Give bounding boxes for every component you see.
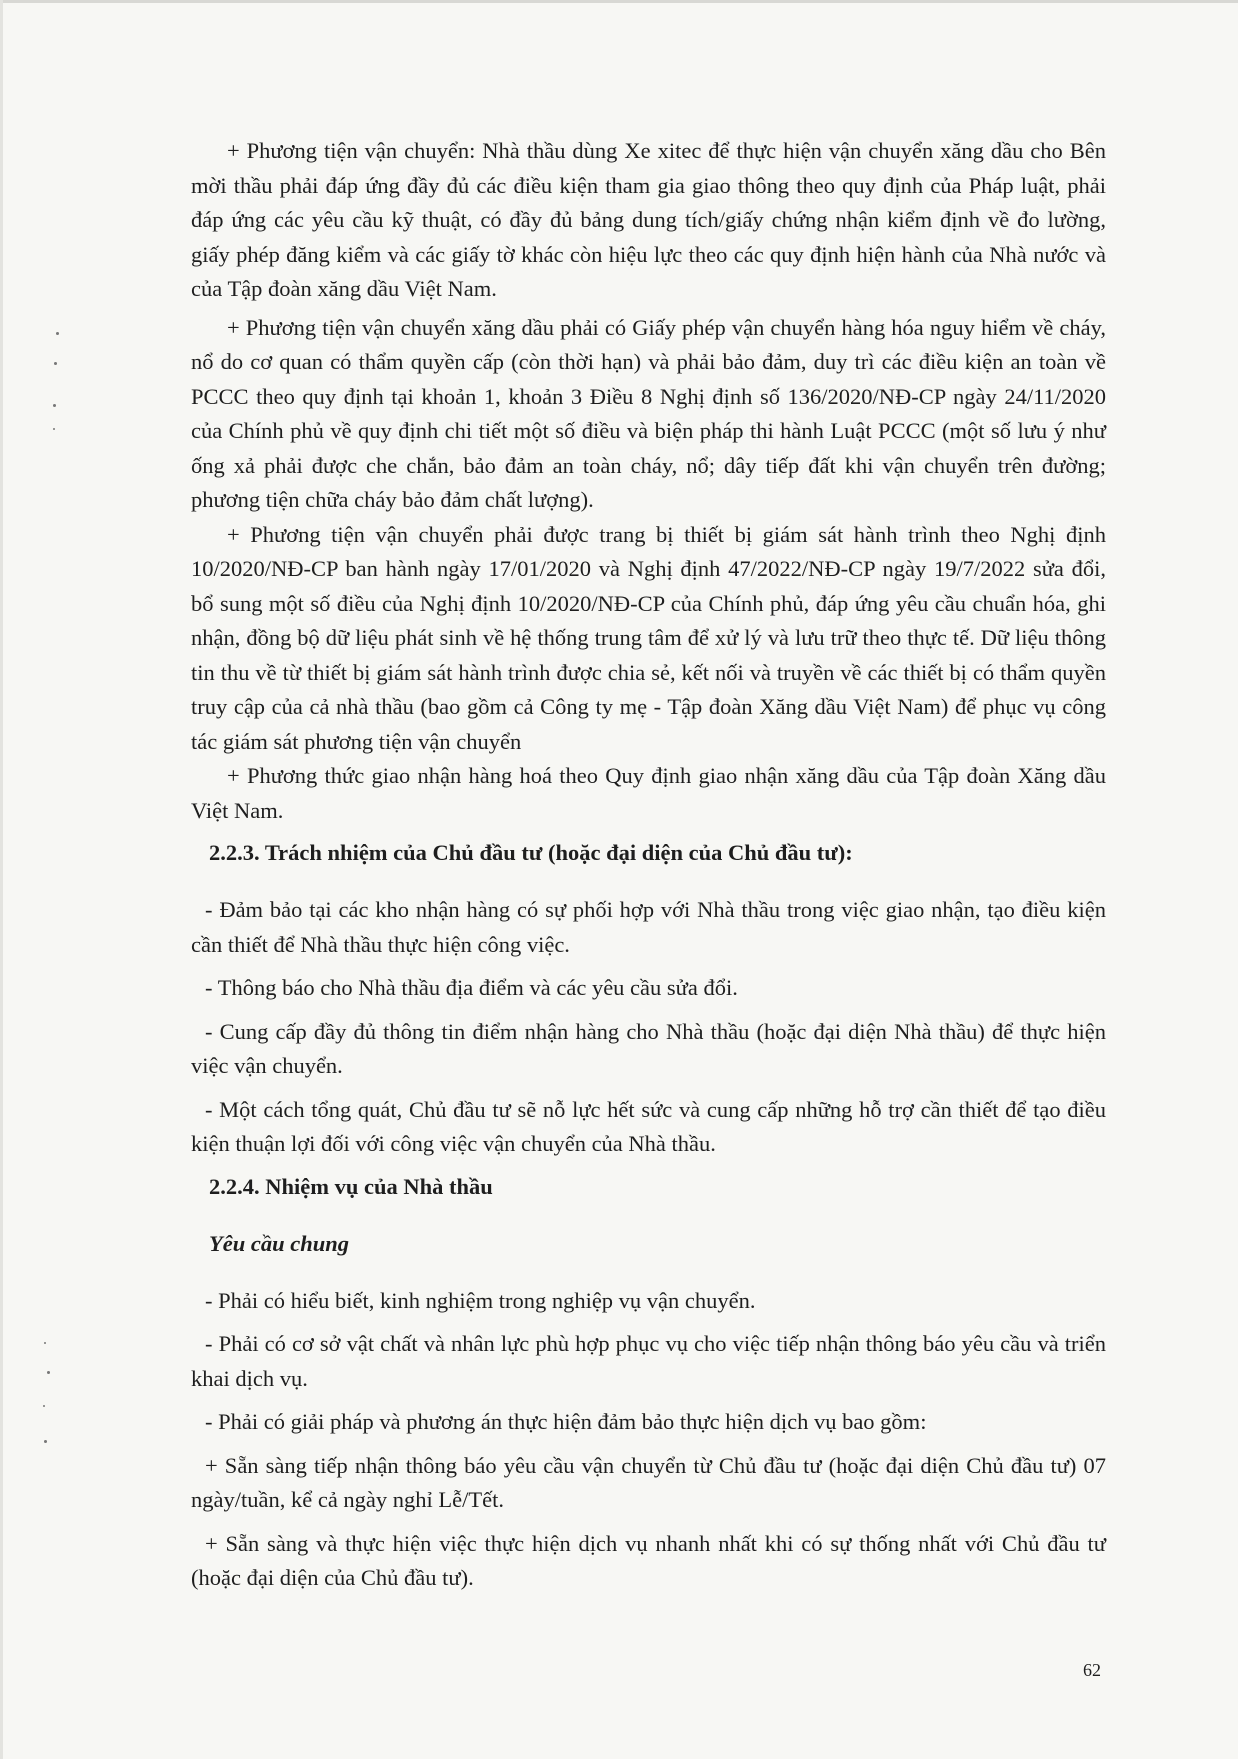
scan-speck <box>53 404 56 407</box>
scan-speck <box>43 1405 45 1407</box>
paragraph-delivery-method: + Phương thức giao nhận hàng hoá theo Quy định giao nhận xăng dầu của Tập đoàn Xăng dầu Việt Nam. <box>191 763 1106 823</box>
list-item: - Phải có giải pháp và phương án thực hiện đảm bảo thực hiện dịch vụ bao gồm: <box>205 1409 927 1434</box>
paragraph-hazardous-permit: + Phương tiện vận chuyển xăng dầu phải có Giấy phép vận chuyển hàng hóa nguy hiểm về cháy, nổ do cơ quan có thẩm quyền cấp (còn thời hạn) và phải bảo đảm, duy trì các điều kiện an toàn về PCCC theo quy định tại khoản 1, khoản 3 Điều 8 Nghị định số 136/2020/NĐ-CP ngày 24/11/2020 của Chính phủ về quy định chi tiết một số điều và biện pháp thi hành Luật PCCC (một số lưu ý như ống xả phải được che chắn, bảo đảm an toàn cháy, nổ; dây tiếp đất khi vận chuyển trên đường; phương tiện chữa cháy bảo đảm chất lượng). <box>191 314 1106 512</box>
subheading-general-requirements: Yêu cầu chung <box>209 1230 350 1256</box>
list-item: - Thông báo cho Nhà thầu địa điểm và các yêu cầu sửa đổi. <box>205 975 738 1000</box>
scan-speck <box>47 1371 50 1374</box>
list-item: + Sẵn sàng tiếp nhận thông báo yêu cầu vận chuyển từ Chủ đầu tư (hoặc đại diện Chủ đầu tư) 07 ngày/tuần, kể cả ngày nghỉ Lễ/Tết. <box>191 1452 1106 1512</box>
list-item: - Phải có hiểu biết, kinh nghiệm trong nghiệp vụ vận chuyển. <box>205 1287 756 1313</box>
list-item: - Một cách tổng quát, Chủ đầu tư sẽ nỗ lực hết sức và cung cấp những hỗ trợ cần thiết để tạo điều kiện thuận lợi đối với công việc vận chuyển của Nhà thầu. <box>191 1096 1106 1156</box>
page-number: 62 <box>1083 1660 1101 1680</box>
document-body <box>191 134 1106 1596</box>
list-item: - Đảm bảo tại các kho nhận hàng có sự phối hợp với Nhà thầu trong việc giao nhận, tạo điều kiện cần thiết để Nhà thầu thực hiện công việc. <box>191 897 1106 957</box>
scan-speck <box>56 332 59 335</box>
scan-speck <box>53 428 55 430</box>
paragraph-tracking-device: + Phương tiện vận chuyển phải được trang bị thiết bị giám sát hành trình theo Nghị định 10/2020/NĐ-CP ban hành ngày 17/01/2020 và Nghị định 47/2022/NĐ-CP ngày 19/7/2022 sửa đổi, bổ sung một số điều của Nghị định 10/2020/NĐ-CP của Chính phủ, đáp ứng yêu cầu chuẩn hóa, ghi nhận, đồng bộ dữ liệu phát sinh về hệ thống trung tâm để xử lý và lưu trữ theo thực tế. Dữ liệu thông tin thu về từ thiết bị giám sát hành trình được chia sẻ, kết nối và truyền về các thiết bị có thẩm quyền truy cập của cả nhà thầu (bao gồm cả Công ty mẹ - Tập đoàn Xăng dầu Việt Nam) để phục vụ công tác giám sát phương tiện vận chuyển <box>191 521 1106 754</box>
heading-2-2-3: 2.2.3. Trách nhiệm của Chủ đầu tư (hoặc đại diện của Chủ đầu tư): <box>209 840 853 865</box>
scan-edge-top <box>0 0 1238 3</box>
scan-speck <box>54 362 57 365</box>
scan-speck <box>44 1342 46 1344</box>
scan-speck <box>44 1440 47 1443</box>
list-item: - Phải có cơ sở vật chất và nhân lực phù hợp phục vụ cho việc tiếp nhận thông báo yêu cầu và triển khai dịch vụ. <box>191 1331 1106 1391</box>
scan-edge-left <box>0 0 3 1759</box>
list-item: + Sẵn sàng và thực hiện việc thực hiện dịch vụ nhanh nhất khi có sự thống nhất với Chủ đầu tư (hoặc đại diện của Chủ đầu tư). <box>191 1530 1106 1590</box>
list-item: - Cung cấp đầy đủ thông tin điểm nhận hàng cho Nhà thầu (hoặc đại diện Nhà thầu) để thực hiện việc vận chuyển. <box>191 1018 1106 1078</box>
paragraph-vehicle-requirements: + Phương tiện vận chuyển: Nhà thầu dùng Xe xitec để thực hiện vận chuyển xăng dầu cho Bên mời thầu phải đáp ứng đầy đủ các điều kiện tham gia giao thông theo quy định của Pháp luật, phải đáp ứng các yêu cầu kỹ thuật, có đầy đủ bảng dung tích/giấy chứng nhận kiểm định về đo lường, giấy phép đăng kiểm và các giấy tờ khác còn hiệu lực theo các quy định hiện hành của Nhà nước và của Tập đoàn xăng dầu Việt Nam. <box>191 138 1106 301</box>
heading-2-2-4: 2.2.4. Nhiệm vụ của Nhà thầu <box>209 1173 493 1199</box>
